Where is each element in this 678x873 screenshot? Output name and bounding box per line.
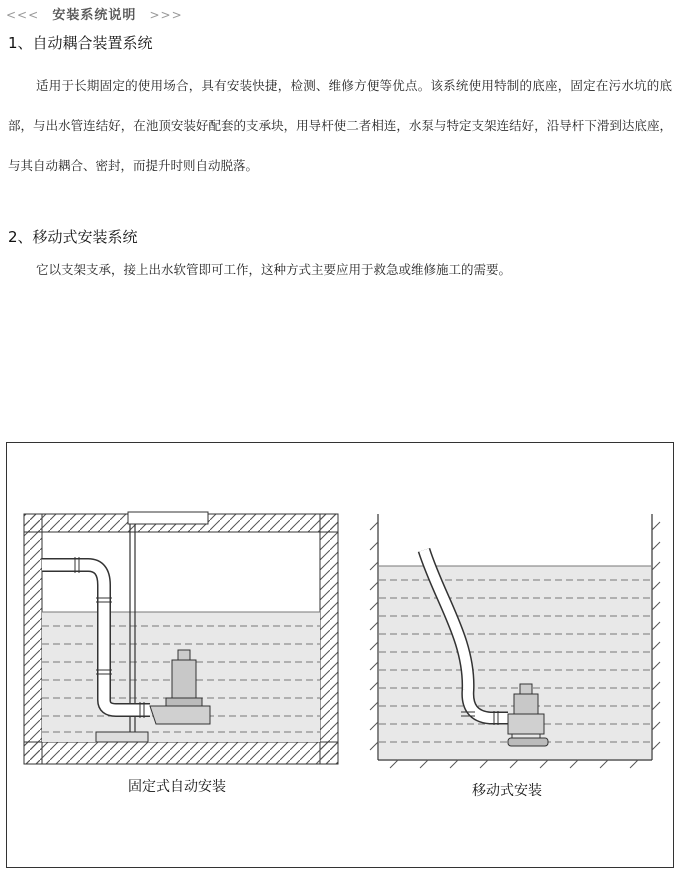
fixed-installation-diagram bbox=[24, 512, 338, 764]
mobile-installation-diagram bbox=[370, 514, 660, 768]
right-arrows: >>> bbox=[149, 8, 183, 22]
mobile-installation-caption: 移动式安装 bbox=[472, 783, 542, 799]
coupling-base bbox=[96, 732, 148, 742]
section-2-title: 2、移动式安装系统 bbox=[8, 228, 138, 246]
right-wall bbox=[320, 514, 338, 764]
pump-stand bbox=[508, 738, 548, 746]
header-title: 安装系统说明 bbox=[52, 8, 137, 23]
section-1-title: 1、自动耦合装置系统 bbox=[8, 34, 153, 52]
section-1-body: 适用于长期固定的使用场合，具有安装快捷，检测、维修方便等优点。该系统使用特制的底座，固定在污水坑的底部，与出水管连结好，在池顶安装好配套的支承块，用导杆使二者相连，水泵与特定支架连结好，沿导杆下滑到达底座，与其自动耦合、密封，而提升时则自动脱落。 bbox=[8, 78, 672, 173]
support-block bbox=[128, 512, 208, 524]
section-2-body: 它以支架支承，接上出水软管即可工作，这种方式主要应用于救急或维修施工的需要。 bbox=[36, 262, 512, 277]
bottom-slab bbox=[24, 742, 338, 764]
fixed-installation-caption: 固定式自动安装 bbox=[128, 779, 226, 795]
left-arrows: <<< bbox=[6, 8, 40, 22]
left-wall bbox=[24, 514, 42, 764]
